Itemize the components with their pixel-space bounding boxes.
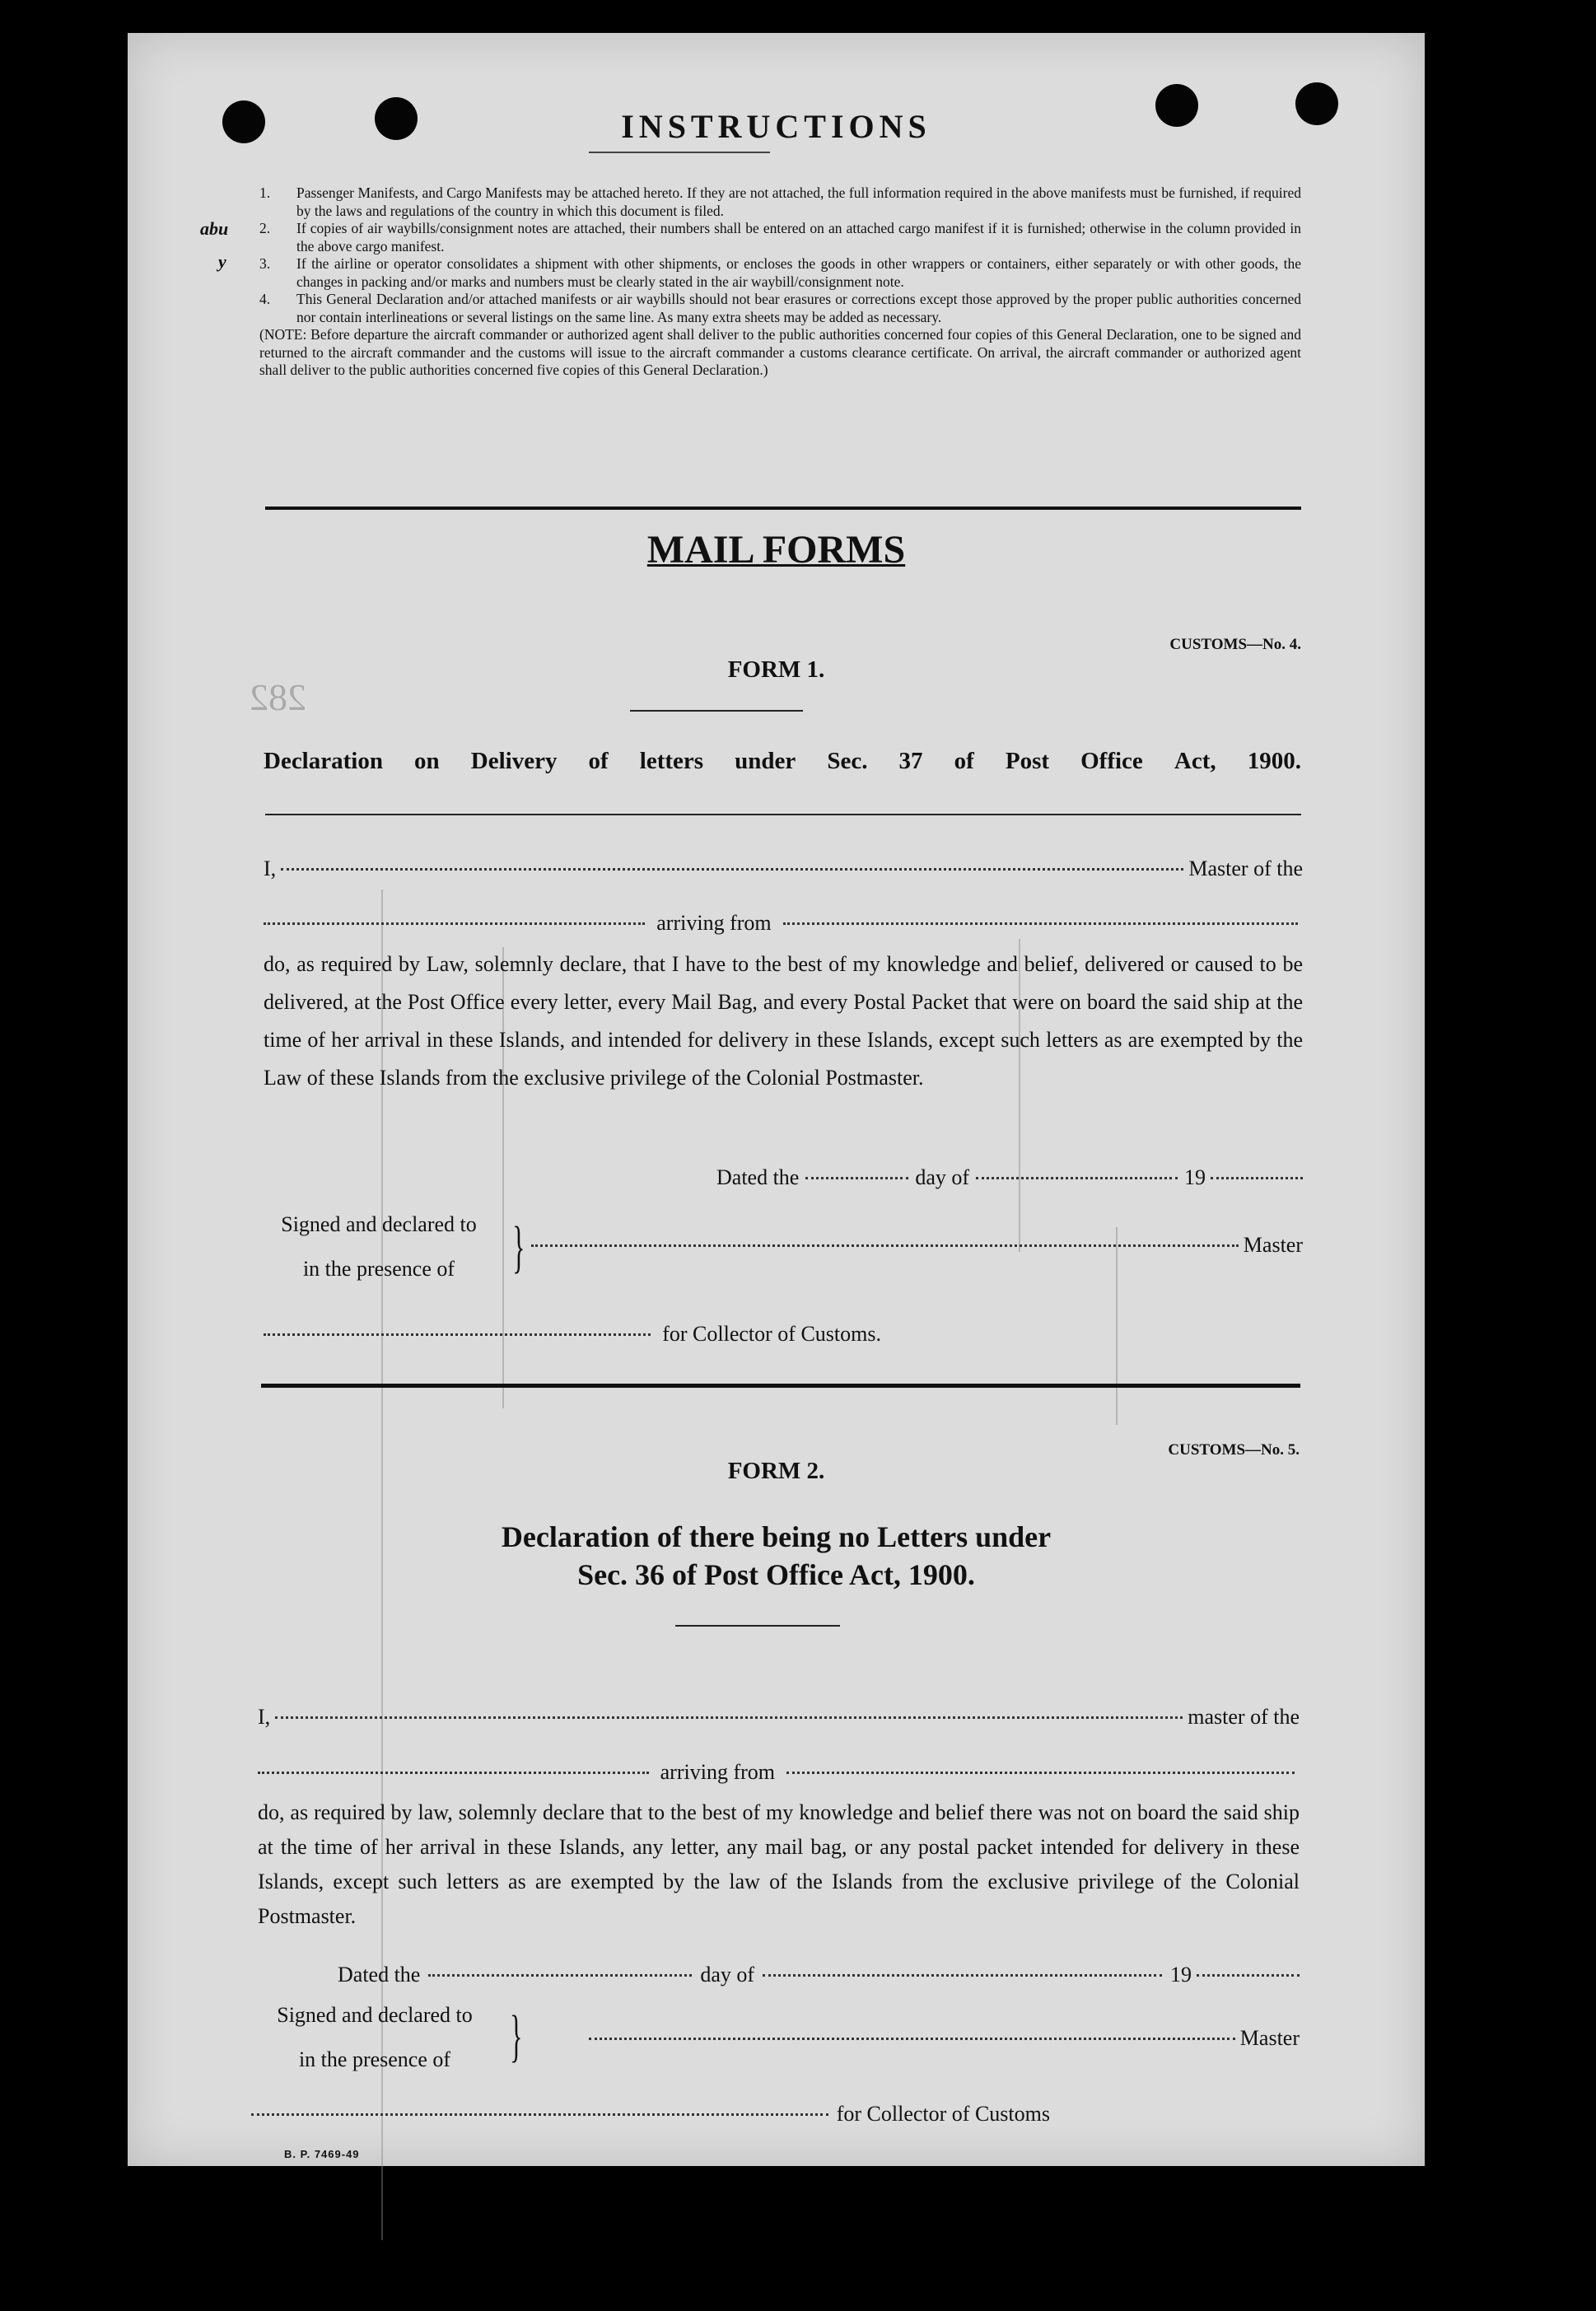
customs-ref-form2: CUSTOMS—No. 5.: [1168, 1441, 1300, 1459]
date-year-field[interactable]: [1197, 1974, 1300, 1977]
form2-declaration-title: Declaration of there being no Letters under Sec. 36 of Post Office Act, 1900.: [501, 1520, 1052, 1591]
form1-dated-line: Dated the day of 19: [716, 1165, 1303, 1190]
ship-name-field[interactable]: [264, 922, 645, 925]
form2-signed-label: Signed and declared to in the presence of: [277, 2003, 473, 2071]
customs-ref-form1: CUSTOMS—No. 4.: [1169, 636, 1301, 653]
form1-body: do, as required by Law, solemnly declare, that I have to the best of my knowledge and belief, delivered or caused to be delivered, at the Post Office every letter, every Mail Bag, and every Postal Packet that were on board the said ship at the time of her arrival in these Islands, and intended for delivery in these Islands, except such letters as are exempted by the Law of these Islands from the exclusive privilege of the Colonial Postmaster.: [264, 952, 1303, 1090]
form2-master-line: Master: [589, 2026, 1300, 2051]
form1-declaration-title: Declaration on Delivery of letters under Sec. 37 of Post Office Act, 1900.: [264, 748, 1301, 774]
form2-collector-line: for Collector of Customs: [251, 2102, 1050, 2127]
form2-arriving-line: arriving from: [258, 1760, 1300, 1785]
section-divider: [265, 507, 1301, 510]
date-day-field[interactable]: [428, 1974, 692, 1977]
collector-signature-field[interactable]: [251, 2113, 828, 2116]
mail-forms-title: MAIL FORMS: [646, 528, 906, 572]
form2-dated-line: Dated the day of 19: [338, 1963, 1300, 1987]
form-divider: [261, 1384, 1300, 1388]
master-signature-field[interactable]: [589, 2038, 1235, 2040]
instruction-item: 1. Passenger Manifests, and Cargo Manifests may be attached hereto. If they are not attached, the full information required in the above manifests must be furnished, if required by the laws and regulations of the country in which this document is filed.: [259, 184, 1301, 219]
form1-name-line: I, Master of the: [264, 857, 1303, 880]
collector-signature-field[interactable]: [264, 1333, 651, 1336]
arriving-from-field[interactable]: [783, 922, 1298, 925]
instruction-item: 4. This General Declaration and/or attached manifests or air waybills should not bear erasures or corrections except those approved by the proper public authorities concerned nor contain interlineations or several listings on the same line. As many extra sheets may be added as necessary.: [259, 291, 1301, 325]
form1-master-line: Master: [531, 1233, 1303, 1258]
margin-mark: y: [218, 251, 226, 272]
faint-stamp-number: 282: [250, 676, 306, 718]
form1-heading: FORM 1.: [727, 656, 825, 683]
document-page: abu y 282 INSTRUCTIONS 1. Passenger Manifests, and Cargo Manifests may be attached hereto. If they are not attached, the full information required in the above manifests must be furnished, if required by the laws and regulations of the country in which this document is filed. 2. If copies of air waybills/consignment notes are attached, their numbers shall be entered on an attached cargo manifest if it is furnished; otherwise in the column provided in the above cargo manifest. 3. If the airline or operator consolidates a shipment with other shipments, or encloses the goods in other wrappers or containers, either separately or with other goods, the changes in packing and/or marks and numbers must be clearly stated in the air waybill/consignment note. 4. This General Declaration and/or attached manifests or air waybills should not bear erasures or corrections except those approved by the proper public authorities concerned nor contain interlineations or several listings on the same line. As many extra sheets may be added as necessary. (NOTE: Before departure the aircraft commander or authorized agent shall deliver to the public authorities concerned four copies of this General Declaration, one to be signed and returned to the aircraft commander and the customs will issue to the aircraft commander a customs clearance certificate. On arrival, the aircraft commander or authorized agent shall deliver to the public authorities concerned five copies of this General Declaration.) MAIL FORMS CUSTOMS—No. 4. FORM 1. Declaration on Delivery of letters under Sec. 37 of Post Office Act, 1900. I, Master of the arriving from do, as required by Law, solemnly declare, that I have to the best of my knowledge and belief, delivered or caused to be delivered, at the Post Office every letter, every Mail Bag, and every Postal Packet that were on board the said ship at the time of her arrival in these Islands, and intended for delivery in these Islands, except such letters as are exempted by the Law of these Islands from the exclusive privilege of the Colonial Postmaster. Dated the day of 19 Signed and declared to in the presence of } Master for Collector of Customs. CUSTOMS—No. 5. FORM 2. Declaration of there being no Letters under Sec. 36 of Post Office Act, 1900. I, master of the arriving from do, as required by law, solemnly declare that to the best of my knowledge and belief there was not on board the said ship at the time of her arrival in these Islands, any letter, any mail bag, or any postal packet intended for delivery in these Islands, except such letters as are exempted by the law of the Islands from the exclusive privilege of the Colonial Postmaster. Dated the day of 19 Signed and declared to in the presence of } Master for Collector of Customs B. P. 7469-49: [128, 33, 1425, 2166]
form1-arriving-line: arriving from: [264, 911, 1303, 936]
form2-heading: FORM 2.: [727, 1458, 825, 1484]
instruction-note: (NOTE: Before departure the aircraft commander or authorized agent shall deliver to the public authorities concerned four copies of this General Declaration, one to be signed and returned to the aircraft commander and the customs will issue to the aircraft commander a customs clearance certificate. On arrival, the aircraft commander or authorized agent shall deliver to the public authorities concerned five copies of this General Declaration.): [259, 326, 1301, 378]
date-month-field[interactable]: [976, 1177, 1178, 1179]
date-month-field[interactable]: [763, 1974, 1162, 1977]
arriving-from-field[interactable]: [786, 1772, 1295, 1774]
master-name-field[interactable]: [281, 868, 1183, 871]
form2-name-line: I, master of the: [258, 1705, 1300, 1729]
instruction-item: 2. If copies of air waybills/consignment notes are attached, their numbers shall be entered on an attached cargo manifest if it is furnished; otherwise in the column provided in the above cargo manifest.: [259, 220, 1301, 254]
ship-name-field[interactable]: [258, 1772, 649, 1774]
form1-collector-line: for Collector of Customs.: [264, 1322, 881, 1347]
instructions-list: [259, 184, 1301, 380]
master-name-field[interactable]: [275, 1716, 1183, 1719]
form1-signed-label: Signed and declared to in the presence of: [281, 1212, 477, 1281]
date-year-field[interactable]: [1211, 1177, 1303, 1179]
instruction-item: 3. If the airline or operator consolidates a shipment with other shipments, or encloses the goods in other wrappers or containers, either separately or with other goods, the changes in packing and/or marks and numbers must be clearly stated in the air waybill/consignment note.: [259, 255, 1301, 290]
margin-mark: abu: [200, 218, 229, 239]
form2-body: do, as required by law, solemnly declare that to the best of my knowledge and belief there was not on board the said ship at the time of her arrival in these Islands, any letter, any mail bag, or any postal packet intended for delivery in these Islands, except such letters as are exempted by the law of the Islands from the exclusive privilege of the Colonial Postmaster.: [258, 1800, 1300, 1928]
print-code: B. P. 7469-49: [284, 2148, 360, 2160]
master-signature-field[interactable]: [531, 1244, 1239, 1247]
instructions-title: INSTRUCTIONS: [621, 108, 931, 145]
date-day-field[interactable]: [805, 1177, 908, 1179]
